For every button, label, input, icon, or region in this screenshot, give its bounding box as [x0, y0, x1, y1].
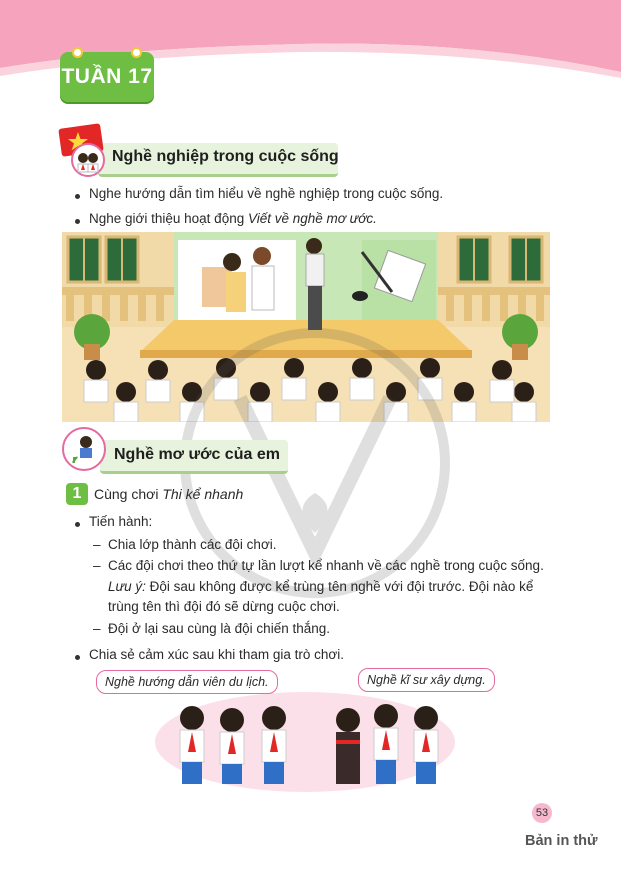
note-line: Lưu ý: Đội sau không được kể trùng tên nghề với đội trước. Đội nào kể	[108, 579, 534, 594]
bullet-dot	[75, 522, 80, 527]
bullet-text: Nghe hướng dẫn tìm hiểu về nghề nghiệp trong cuộc sống.	[89, 186, 444, 201]
children-sharing-illustration	[150, 680, 460, 800]
section-title: Nghề mơ ước của em	[114, 446, 280, 463]
pin-icon	[72, 47, 83, 58]
bullet-dot	[75, 655, 80, 660]
children-badge-icon	[78, 153, 88, 163]
step-text: Chia lớp thành các đội chơi.	[108, 537, 277, 552]
speech-bubble-left: Nghề hướng dẫn viên du lịch.	[96, 670, 278, 694]
gardener-child-icon	[60, 425, 108, 473]
week-label: TUẦN 17	[61, 65, 153, 88]
step-text: Đội ở lại sau cùng là đội chiến thắng.	[108, 621, 330, 636]
bullet-dot	[75, 194, 80, 199]
note-line: trùng tên thì đội đó sẽ dừng cuộc chơi.	[108, 599, 340, 614]
activity-title: Cùng chơi Thi kể nhanh	[94, 486, 244, 502]
dash: –	[93, 621, 101, 636]
page-number: 53	[532, 803, 552, 823]
vietnam-flag-icon	[56, 122, 112, 178]
note-label: Lưu ý:	[108, 579, 146, 594]
share-text: Chia sẻ cảm xúc sau khi tham gia trò chơi.	[89, 647, 344, 662]
speech-bubble-right: Nghề kĩ sư xây dựng.	[358, 668, 495, 692]
bullet-text: Nghe giới thiệu hoạt động Viết về nghề mơ ước.	[89, 211, 377, 226]
step-text: Các đội chơi theo thứ tự lần lượt kể nhanh về các nghề trong cuộc sống.	[108, 558, 544, 573]
bullet-dot	[75, 219, 80, 224]
footer-draft-label: Bản in thử	[525, 833, 598, 849]
game-name: Thi kể nhanh	[162, 486, 244, 502]
activity-name: Viết về nghề mơ ước.	[247, 211, 377, 226]
section-title: Nghề nghiệp trong cuộc sống	[112, 148, 339, 165]
dash: –	[93, 537, 101, 552]
week-badge	[60, 52, 154, 102]
activity-number-badge: 1	[66, 483, 88, 505]
steps-heading: Tiến hành:	[89, 514, 153, 529]
pin-icon	[131, 47, 142, 58]
dash: –	[93, 558, 101, 573]
